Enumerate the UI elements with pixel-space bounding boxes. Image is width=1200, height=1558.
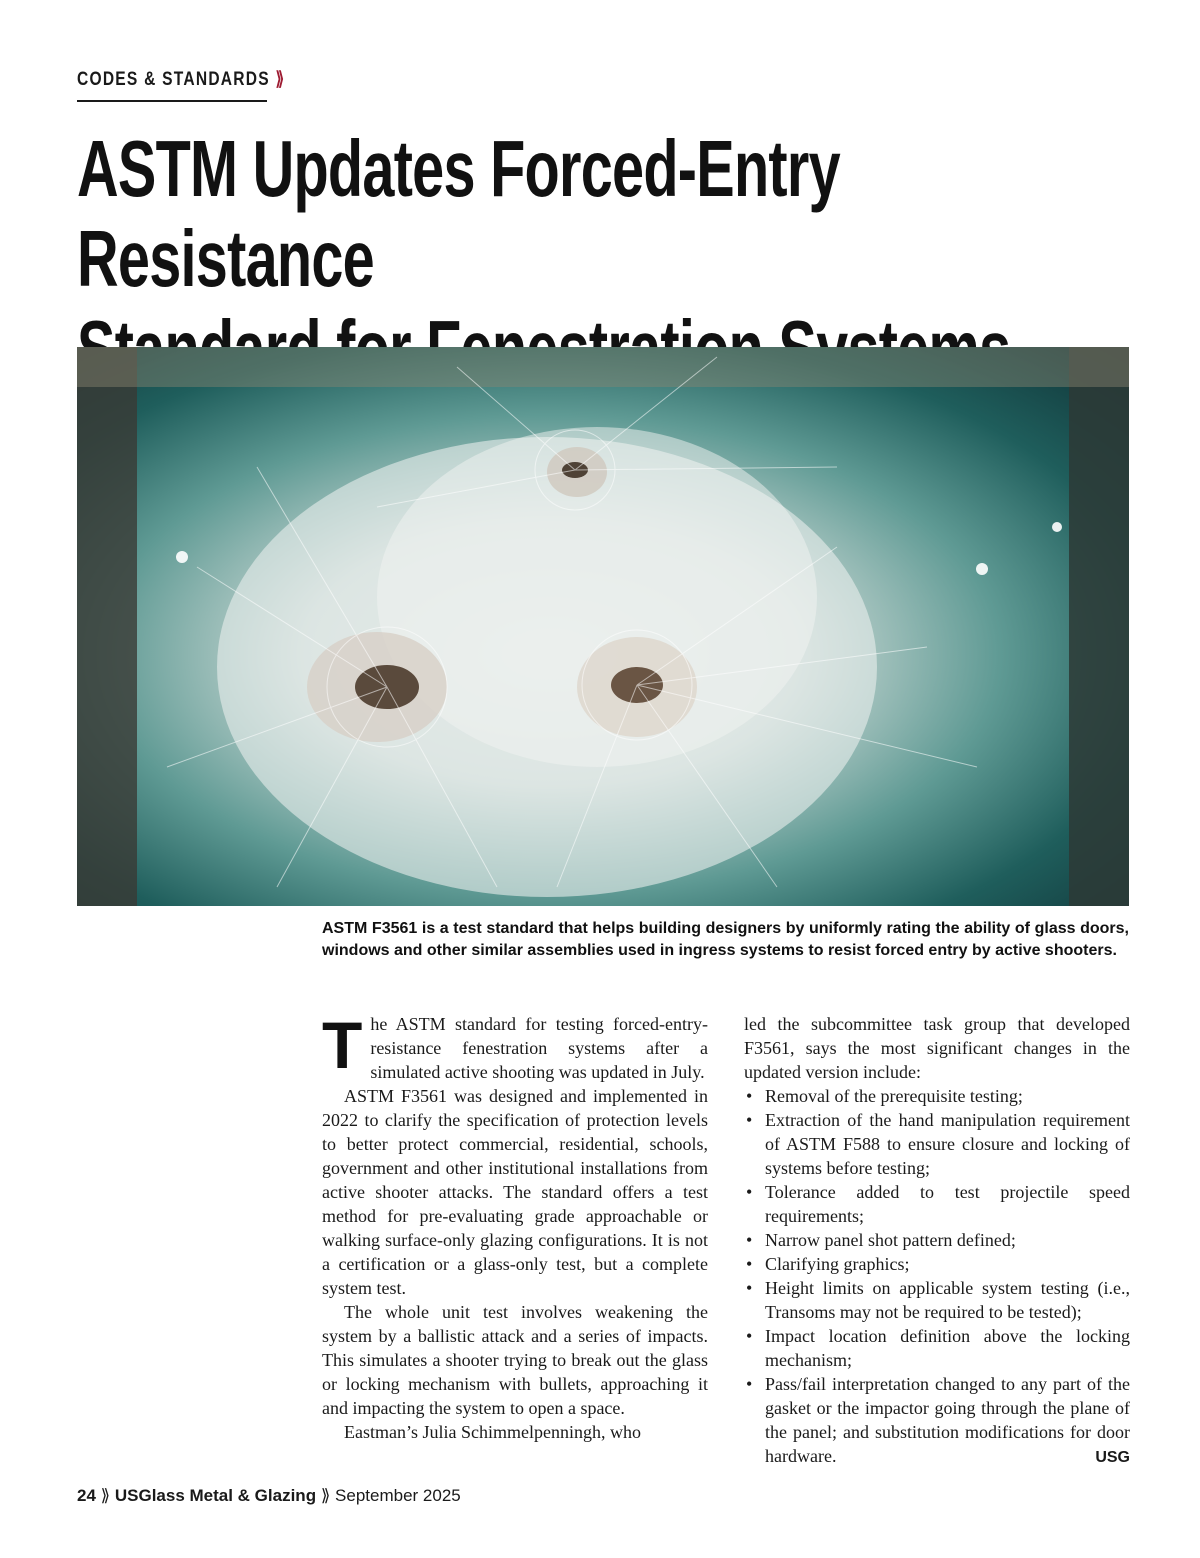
paragraph-5: led the subcommittee task group that developed F3561, says the most significant changes in the updated version include: xyxy=(744,1014,1130,1082)
list-item xyxy=(744,1372,1130,1468)
end-mark: USG xyxy=(1095,1449,1130,1466)
drop-cap: T xyxy=(322,1008,363,1082)
paragraph-3: The whole unit test involves weakening the system by a ballistic attack and a series of impacts. This simulates a shooter trying to break out the glass or locking mechanism with bullets, approaching it and impacting the system to open a space. xyxy=(322,1302,708,1418)
list-item-text: Pass/fail interpretation changed to any part of the gasket or the impactor going through the plane of the panel; and substitution modifications for door hardware. xyxy=(765,1374,1130,1466)
body-column-right xyxy=(744,1012,1130,1470)
section-rule xyxy=(77,100,267,102)
paragraph-4: Eastman’s Julia Schimmelpenningh, who xyxy=(344,1422,641,1442)
list-item: • Tolerance added to test projectile speed requirements; xyxy=(744,1180,1130,1228)
list-item: • Impact location definition above the locking mechanism; xyxy=(744,1324,1130,1372)
list-item: • Clarifying graphics; xyxy=(744,1252,1130,1276)
chevron-icon: ⟫ xyxy=(320,1486,331,1505)
shattered-glass-photo xyxy=(77,347,1129,906)
section-label xyxy=(77,68,285,95)
headline-line-1: ASTM Updates Forced-Entry Resistance xyxy=(77,124,840,303)
list-item: • Narrow panel shot pattern defined; xyxy=(744,1228,1130,1252)
shattered-glass-icon xyxy=(77,347,1129,906)
body-column-left xyxy=(322,1008,708,1444)
photo-caption: ASTM F3561 is a test standard that helps building designers by uniformly rating the ability of glass doors, windows and other similar assemblies used in ingress systems to resist forced entry by active shooters. xyxy=(322,920,1129,959)
publication-name: USGlass Metal & Glazing xyxy=(114,1486,317,1505)
paragraph-2: ASTM F3561 was designed and implemented in 2022 to clarify the specification of protection levels to better protect commercial, residential, schools, government and other institutional installations from active shooter attacks. The standard offers a test method for pre-evaluating grade approachable or walking surface-only glazing configurations. It is not a certification or a glass-only test, but a complete system test. xyxy=(322,1086,708,1298)
list-item: • Extraction of the hand manipulation requirement of ASTM F588 to ensure closure and locking of systems before testing; xyxy=(744,1108,1130,1180)
list-item: • Removal of the prerequisite testing; xyxy=(744,1084,1130,1108)
changes-list xyxy=(744,1084,1130,1468)
issue-date: September 2025 xyxy=(335,1486,461,1505)
paragraph-1 xyxy=(322,1008,708,1084)
section-label-text: CODES & STANDARDS xyxy=(77,69,270,90)
list-item: • Height limits on applicable system testing (i.e., Transoms may not be required to be tested); xyxy=(744,1276,1130,1324)
page-footer xyxy=(77,1486,461,1506)
chevron-icon: ⟫ xyxy=(275,69,286,90)
paragraph-1-text: he ASTM standard for testing forced-entry-resistance fenestration systems after a simulated active shooting was updated in July. xyxy=(370,1014,708,1082)
chevron-icon: ⟫ xyxy=(100,1486,111,1505)
page-number: 24 xyxy=(77,1486,96,1505)
